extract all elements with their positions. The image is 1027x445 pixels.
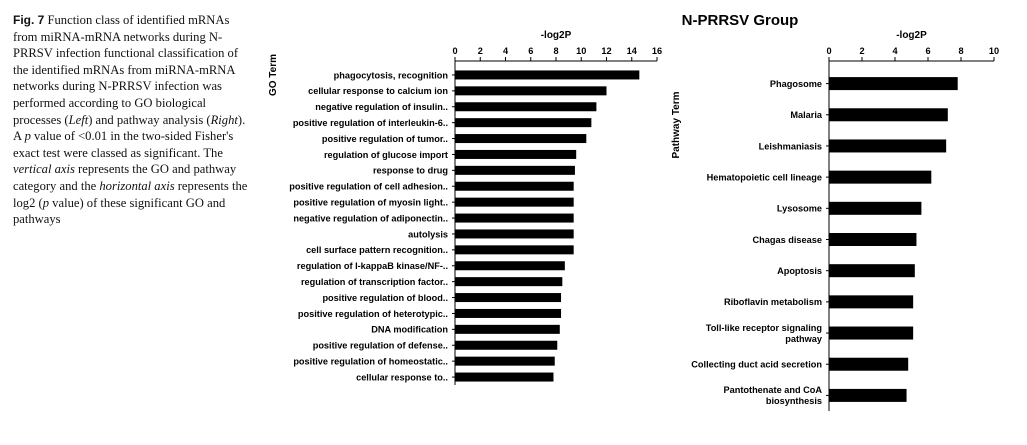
category-label: Leishmaniasis [758, 141, 822, 152]
x-tick-label: 12 [601, 46, 612, 56]
category-label: cellular response to.. [356, 372, 448, 383]
y-axis-title: Pathway Term [671, 91, 682, 159]
bar [455, 245, 574, 254]
category-label: Collecting duct acid secretion [691, 359, 822, 370]
bar [455, 309, 561, 318]
x-tick-label: 16 [651, 46, 663, 56]
x-axis-title: -log2P [896, 30, 927, 41]
category-label: response to drug [372, 165, 448, 176]
go-term-chart [268, 30, 662, 385]
bar [455, 166, 575, 175]
category-label: positive regulation of tumor.. [321, 133, 448, 144]
x-tick-label: 10 [576, 46, 587, 56]
bar [455, 198, 574, 207]
category-label: Malaria [790, 110, 822, 121]
bar [455, 86, 607, 95]
bar [455, 150, 576, 159]
x-tick-label: 0 [452, 46, 458, 56]
category-label: regulation of I-kappaB kinase/NF-.. [296, 261, 448, 272]
bar [455, 102, 596, 111]
category-label: DNA modification [371, 324, 448, 335]
caption-segment: ) and pathway analysis ( [88, 112, 211, 127]
caption-segment: Right [210, 112, 238, 127]
category-label: positive regulation of homeostatic.. [293, 356, 448, 367]
category-label: Pantothenate and CoA [723, 385, 822, 396]
category-label: regulation of glucose import [323, 149, 448, 160]
caption-segment: ). A [13, 112, 246, 144]
figure-title: N-PRRSV Group [681, 12, 799, 29]
bar [455, 134, 586, 143]
bar [829, 295, 913, 308]
pathway-chart [671, 30, 999, 411]
bar [455, 182, 574, 191]
x-tick-label: 4 [502, 46, 509, 56]
caption-segment: represents the GO and pathway category and the [13, 162, 237, 193]
bar [455, 261, 565, 270]
category-label: autolysis [408, 229, 448, 240]
category-label: positive regulation of defense.. [312, 340, 448, 351]
bar [455, 118, 591, 127]
bar [829, 108, 948, 121]
caption-segment: represents the log2 ( [13, 178, 248, 210]
category-label: negative regulation of insulin.. [315, 102, 448, 113]
x-tick-label: 8 [553, 46, 559, 56]
bar [455, 373, 553, 382]
bar [455, 70, 639, 79]
bar [455, 229, 574, 238]
x-tick-label: 0 [826, 46, 832, 56]
category-label: positive regulation of interleukin-6.. [292, 117, 448, 128]
x-tick-label: 4 [892, 46, 898, 56]
category-label: positive regulation of myosin light.. [293, 197, 448, 208]
category-label: positive regulation of heterotypic.. [297, 308, 448, 319]
x-tick-label: 8 [958, 46, 964, 56]
x-tick-label: 2 [859, 46, 865, 56]
bar [829, 389, 907, 402]
bar [455, 325, 560, 334]
caption-segment: horizontal axis [99, 178, 175, 193]
bar [829, 139, 946, 152]
bar [829, 171, 931, 184]
y-axis-title: GO Term [268, 53, 279, 97]
figure-label: Fig. 7 [13, 13, 45, 27]
bar [455, 293, 561, 302]
category-label: pathway [785, 333, 822, 344]
bar [455, 357, 555, 366]
caption-segment: value of <0.01 in the two-sided Fisher's exact test were classed as significant. The [13, 129, 234, 160]
category-label: positive regulation of cell adhesion.. [289, 181, 448, 192]
category-label: Phagosome [769, 78, 822, 89]
x-tick-label: 2 [477, 46, 483, 56]
category-label: Riboflavin metabolism [723, 297, 822, 308]
category-label: Lysosome [776, 203, 822, 214]
caption-segment: Function class of identified mRNAs from miRNA-mRNA networks during N-PRRSV infection functional classification of the identified mRNAs from miRNA-mRNA networks during N-PRRSV infection was performed according to GO biological processes ( [13, 13, 239, 127]
bar [829, 202, 921, 215]
category-label: phagocytosis, recognition [333, 70, 448, 81]
category-label: negative regulation of adiponectin.. [293, 213, 448, 224]
bar [829, 233, 916, 246]
category-label: Apoptosis [777, 265, 822, 276]
x-tick-label: 6 [528, 46, 534, 56]
category-label: regulation of transcription factor.. [300, 276, 448, 287]
category-label: positive regulation of blood.. [322, 292, 448, 303]
category-label: cell surface pattern recognition.. [306, 245, 448, 256]
bar [455, 214, 574, 223]
category-label: Hematopoietic cell lineage [706, 172, 822, 183]
category-label: Chagas disease [752, 234, 822, 245]
bar [455, 341, 557, 350]
category-label: Toll-like receptor signaling [705, 322, 822, 333]
bar [829, 327, 913, 340]
x-tick-label: 6 [925, 46, 931, 56]
caption-segment: Left [68, 112, 89, 127]
bar [829, 358, 908, 371]
x-tick-label: 10 [988, 46, 1000, 56]
x-axis-title: -log2P [540, 30, 572, 41]
bar [829, 264, 915, 277]
caption-segment: vertical axis [13, 162, 75, 177]
caption-segment: p [42, 195, 50, 210]
caption-segment: p [24, 129, 31, 144]
x-tick-label: 14 [626, 46, 637, 56]
bar [455, 277, 562, 286]
bar [829, 77, 958, 90]
category-label: cellular response to calcium ion [308, 86, 448, 97]
category-label: biosynthesis [765, 396, 822, 407]
caption-segment: value) of these significant GO and pathways [13, 195, 226, 227]
